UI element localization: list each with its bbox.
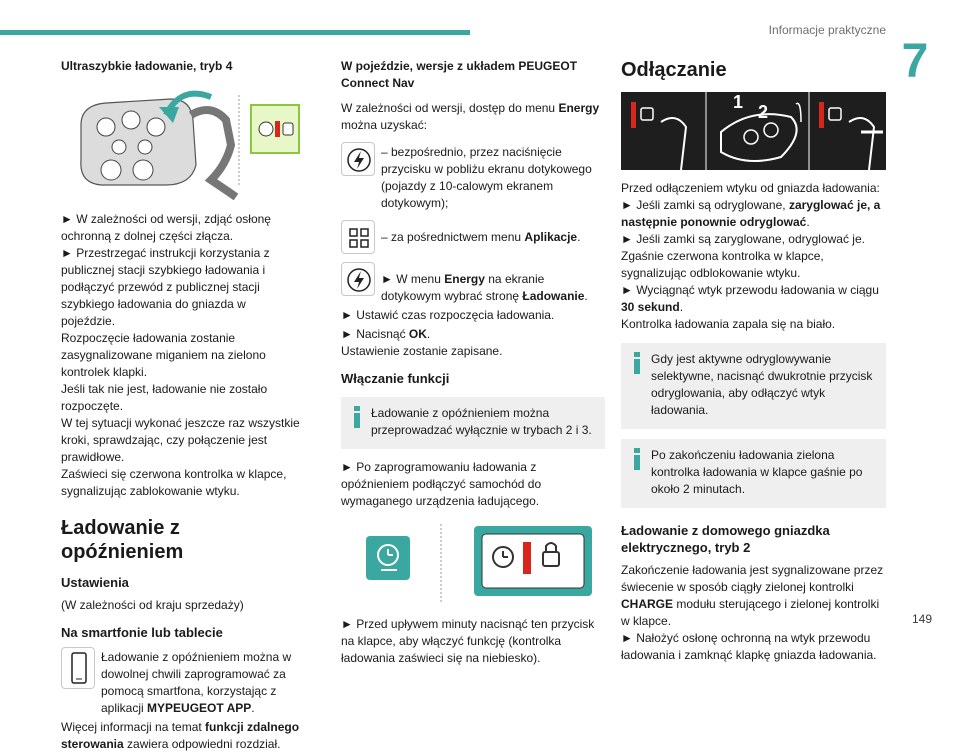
text-smartphone-a: Ładowanie z opóźnieniem można w dowolnej chwili zaprogramować za pomocą smartfona, korzystając z aplikacji bbox=[101, 650, 292, 715]
text-opt3-bold1: Energy bbox=[444, 272, 485, 286]
text-remove-cover: ► W zależności od wersji, zdjąć osłonę ochronną z dolnej części złącza. bbox=[61, 212, 271, 243]
text-more-info bbox=[61, 719, 301, 753]
section-title-delayed: Ładowanie z opóźnieniem bbox=[61, 517, 184, 563]
figure-label-1: 1 bbox=[733, 92, 744, 112]
text-unlocked bbox=[621, 197, 886, 231]
figure-fast-charge-socket bbox=[61, 85, 301, 197]
subheading-smartphone: Na smartfonie lub tablecie bbox=[61, 625, 223, 640]
energy-bolt-icon-2 bbox=[341, 262, 375, 296]
figure-unplug-steps bbox=[621, 92, 886, 170]
figure-delay-button bbox=[341, 524, 605, 604]
text-charge-start-signal: Rozpoczęcie ładowania zostanie zasygnalizowane miganiem na zielono kontrolek klapki. bbox=[61, 331, 266, 379]
heading-in-vehicle: W pojeździe, wersje z układem PEUGEOT Connect Nav bbox=[341, 59, 578, 90]
text-more-a: Więcej informacji na temat bbox=[61, 720, 206, 734]
text-retry: W tej sytuacji wykonać jeszcze raz wszystkie kroki, sprawdzając, czy połączenie jest prawidłowe. bbox=[61, 416, 300, 464]
text-opt3-bold2: Ładowanie bbox=[522, 289, 585, 303]
smartphone-row bbox=[61, 647, 301, 717]
text-step2-bold: OK bbox=[408, 327, 427, 341]
text-info-selective: Gdy jest aktywne odryglowywanie selektywne, nacisnąć dwukrotnie przycisk odryglowania, aby odłączyć wtyk ładowania. bbox=[651, 352, 873, 417]
text-charge-not-started: Jeśli tak nie jest, ładowanie nie zostało rozpoczęte. bbox=[61, 382, 268, 413]
text-p2-bold: zaryglować je, a następnie ponownie odryglować bbox=[621, 198, 881, 229]
info-box-green-lamp bbox=[621, 439, 886, 508]
text-option-direct: – bezpośrednio, przez naciśnięcie przycisku w pobliżu ekranu dotykowego (pojazdy z 10-calowym ekranem dotykowym); bbox=[381, 145, 592, 210]
text-intro-a: W zależności od wersji, dostęp do menu bbox=[341, 101, 559, 115]
subheading-home-socket: Ładowanie z domowego gniazdka elektrycznego, tryb 2 bbox=[621, 523, 830, 555]
info-box-modes bbox=[341, 397, 605, 449]
text-step2-b: . bbox=[426, 327, 431, 341]
text-follow-instructions: ► Przestrzegać instrukcji korzystania z publicznej stacji szybkiego ładowania i podłączyć przewód z publicznej stacji szybkiego ładowania do gniazda w pojeździe. bbox=[61, 246, 270, 328]
text-press-button: ► Przed upływem minuty nacisnąć ten przycisk na klapce, aby włączyć funkcję (kontrolka ładowania zaświeci się na niebiesko). bbox=[341, 617, 595, 665]
text-intro-bold: Energy bbox=[558, 101, 600, 115]
text-press-ok bbox=[341, 326, 605, 343]
text-p7-a: Zakończenie ładowania jest sygnalizowane przez świecenie w sposób ciągły zielonej kontrolki bbox=[621, 563, 884, 594]
text-p5-bold: 30 sekund bbox=[621, 300, 680, 314]
text-opt2-a: – za pośrednictwem menu bbox=[381, 230, 525, 244]
heading-ultrafast: Ultraszybkie ładowanie, tryb 4 bbox=[61, 59, 233, 73]
charge-socket-illustration bbox=[61, 85, 301, 197]
unplug-illustration bbox=[621, 92, 886, 170]
text-info-green-lamp: Po zakończeniu ładowania zielona kontrolka ładowania w klapce gaśnie po około 2 minutach. bbox=[651, 448, 863, 496]
apps-grid-icon bbox=[341, 220, 375, 254]
text-more-b: zawiera odpowiedni rozdział. bbox=[123, 737, 281, 751]
column-1 bbox=[61, 58, 301, 753]
smartphone-icon bbox=[61, 647, 95, 689]
text-pull-plug bbox=[621, 282, 886, 316]
option-apps bbox=[341, 220, 605, 254]
column-3 bbox=[621, 58, 886, 664]
text-p5-a: ► Wyciągnąć wtyk przewodu ładowania w ciągu bbox=[621, 283, 879, 297]
header-title: Informacje praktyczne bbox=[768, 23, 886, 37]
text-p2-b: . bbox=[806, 215, 810, 229]
text-country-dependent: (W zależności od kraju sprzedaży) bbox=[61, 598, 244, 612]
text-app-name: MYPEUGEOT APP bbox=[147, 701, 252, 715]
text-set-time: ► Ustawić czas rozpoczęcia ładowania. bbox=[341, 308, 555, 322]
info-box-selective bbox=[621, 343, 886, 429]
text-intro bbox=[341, 100, 605, 134]
subheading-settings: Ustawienia bbox=[61, 575, 129, 590]
section-title-unplug: Odłączanie bbox=[621, 59, 727, 81]
subheading-activate: Włączanie funkcji bbox=[341, 371, 450, 386]
text-more-bold: funkcji zdalnego sterowania bbox=[61, 720, 300, 751]
text-locked: ► Jeśli zamki są zaryglowane, odryglować je. bbox=[621, 232, 865, 246]
text-step2-a: ► Nacisnąć bbox=[341, 327, 409, 341]
text-red-lamp-lock: Zaświeci się czerwona kontrolka w klapce, sygnalizując zablokowanie wtyku. bbox=[61, 467, 287, 498]
text-intro-b: można uzyskać: bbox=[341, 118, 428, 132]
text-info-modes: Ładowanie z opóźnieniem można przeprowadzać wyłącznie w trybach 2 i 3. bbox=[371, 406, 592, 437]
text-opt2-bold: Aplikacje bbox=[524, 230, 578, 244]
text-charge-complete bbox=[621, 562, 886, 630]
text-replace-cover: ► Nałożyć osłonę ochronną na wtyk przewodu ładowania i zamknąć klapkę gniazda ładowania. bbox=[621, 631, 877, 662]
column-2 bbox=[341, 58, 605, 667]
delay-button-illustration bbox=[341, 524, 605, 604]
text-opt3-a: ► W menu bbox=[381, 272, 445, 286]
text-p7-bold: CHARGE bbox=[621, 597, 674, 611]
text-white-lamp: Kontrolka ładowania zapala się na biało. bbox=[621, 317, 836, 331]
info-icon-3 bbox=[633, 448, 641, 470]
text-before-unplug: Przed odłączeniem wtyku od gniazda ładowania: bbox=[621, 181, 880, 195]
info-icon-2 bbox=[633, 352, 641, 374]
header-rule bbox=[0, 30, 470, 35]
text-p2-a: ► Jeśli zamki są odryglowane, bbox=[621, 198, 789, 212]
text-p7-b: modułu sterującego i zielonej kontrolki w klapce. bbox=[621, 597, 880, 628]
text-red-lamp-off: Zgaśnie czerwona kontrolka w klapce, sygnalizując odblokowanie wtyku. bbox=[621, 249, 824, 280]
option-energy-menu bbox=[341, 262, 605, 305]
text-opt3-b: . bbox=[584, 289, 588, 303]
text-connect-after: ► Po zaprogramowaniu ładowania z opóźnieniem podłączyć samochód do wymaganego urządzenia ładującego. bbox=[341, 460, 542, 508]
figure-label-2: 2 bbox=[758, 102, 769, 122]
chapter-number: 7 bbox=[901, 35, 929, 88]
text-opt2-b: . bbox=[577, 230, 581, 244]
text-opt3-mid: na ekranie dotykowym wybrać stronę bbox=[381, 272, 545, 303]
page-number: 149 bbox=[911, 612, 932, 626]
text-p5-b: . bbox=[679, 300, 684, 314]
text-smartphone-b: . bbox=[251, 701, 255, 715]
option-direct bbox=[341, 142, 605, 212]
info-icon bbox=[353, 406, 361, 428]
energy-bolt-icon bbox=[341, 142, 375, 176]
text-saved: Ustawienie zostanie zapisane. bbox=[341, 344, 503, 358]
